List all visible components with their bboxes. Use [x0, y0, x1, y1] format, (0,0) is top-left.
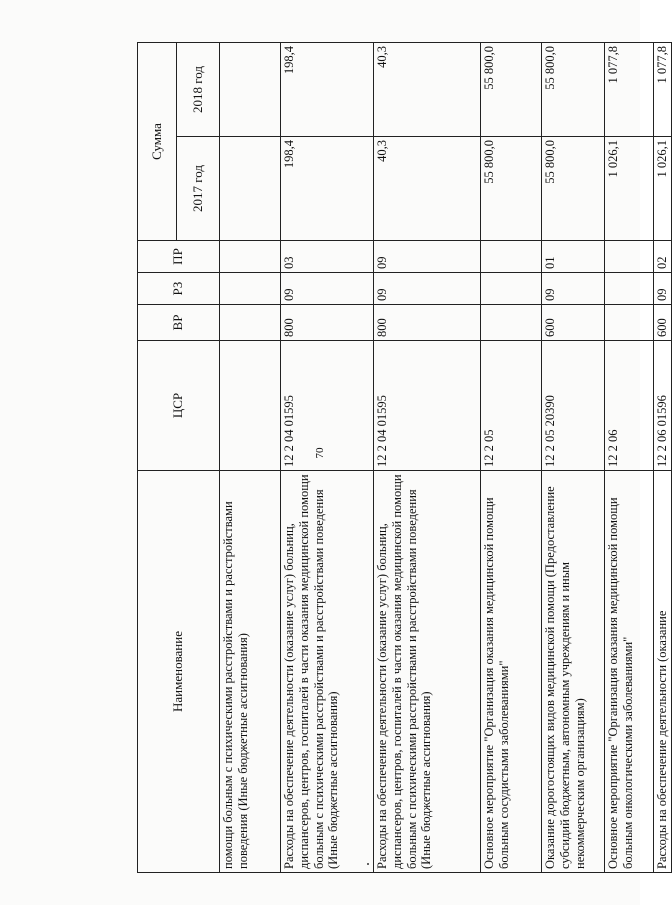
- budget-table: [137, 42, 672, 873]
- cell-sum-2017: [220, 137, 281, 241]
- rotated-table-container: [137, 43, 669, 873]
- cell-sum-2018: 1 077,8: [605, 43, 654, 137]
- cell-pr: [220, 241, 281, 273]
- cell-name: Расходы на обеспечение деятельности (оказание услуг) больниц, диспансеров, центров, госпиталей в части оказания медицинской помощи больным с психическими расстройствами и расстройствами поведения (Иные бюджетные ассигнования): [374, 471, 481, 873]
- cell-vr: [220, 305, 281, 341]
- cell-rz: 09: [281, 273, 374, 305]
- cell-pr: 02: [654, 241, 672, 273]
- cell-sum-2018: 55 800,0: [481, 43, 542, 137]
- cell-csr: 12 2 05 20390: [542, 341, 605, 471]
- cell-pr: 03: [281, 241, 374, 273]
- cell-vr: 600: [654, 305, 672, 341]
- cell-csr: 12 2 04 01595: [281, 341, 374, 471]
- table-row: [220, 43, 281, 873]
- cell-pr: [481, 241, 542, 273]
- cell-sum-2018: 1 077,8: [654, 43, 672, 137]
- cell-vr: 600: [542, 305, 605, 341]
- cell-vr: [605, 305, 654, 341]
- table-row: [481, 43, 542, 873]
- cell-rz: [605, 273, 654, 305]
- cell-csr: 12 2 06 01596: [654, 341, 672, 471]
- cell-sum-2017: 198,4: [281, 137, 374, 241]
- cell-vr: 800: [281, 305, 374, 341]
- header-pr: ПР: [138, 241, 220, 273]
- cell-name: Основное мероприятие "Организация оказания медицинской помощи больным сосудистыми заболеваниями": [481, 471, 542, 873]
- header-vr: ВР: [138, 305, 220, 341]
- cell-rz: 09: [654, 273, 672, 305]
- header-sum: Сумма: [138, 43, 177, 241]
- cell-rz: [220, 273, 281, 305]
- cell-sum-2018: 198,4: [281, 43, 374, 137]
- table-row: [374, 43, 481, 873]
- table-row: [542, 43, 605, 873]
- cell-name: Расходы на обеспечение деятельности (оказание услуг) больниц, диспансеров, центров, госпиталей в части оказания медицинской помощи больным с психическими расстройствами и расстройствами поведения (Иные бюджетные ассигнования): [281, 471, 374, 873]
- table-row: [654, 43, 672, 873]
- cell-name: Основное мероприятие "Организация оказания медицинской помощи больным онкологическими заболеваниями": [605, 471, 654, 873]
- cell-vr: [481, 305, 542, 341]
- cell-csr: 12 2 04 01595: [374, 341, 481, 471]
- page-number: 70: [314, 447, 326, 459]
- cell-sum-2017: 55 800,0: [542, 137, 605, 241]
- cell-name: Оказание дорогостоящих видов медицинской помощи (Предоставление субсидий бюджетным, автономным учреждениям и иным некоммерческим организациям): [542, 471, 605, 873]
- cell-sum-2018: [220, 43, 281, 137]
- header-2017: 2017 год: [177, 137, 220, 241]
- cell-vr: 800: [374, 305, 481, 341]
- cell-sum-2017: 1 026,1: [654, 137, 672, 241]
- cell-pr: 01: [542, 241, 605, 273]
- cell-sum-2018: 40,3: [374, 43, 481, 137]
- cell-csr: [220, 341, 281, 471]
- cell-pr: [605, 241, 654, 273]
- cell-name: помощи больным с психическими расстройствами и расстройствами поведения (Иные бюджетные ассигнования): [220, 471, 281, 873]
- header-2018: 2018 год: [177, 43, 220, 137]
- header-csr: ЦСР: [138, 341, 220, 471]
- header-name: Наименование: [138, 471, 220, 873]
- header-rz: РЗ: [138, 273, 220, 305]
- cell-pr: 09: [374, 241, 481, 273]
- cell-csr: 12 2 06: [605, 341, 654, 471]
- cell-csr: 12 2 05: [481, 341, 542, 471]
- cell-rz: [481, 273, 542, 305]
- cell-sum-2017: 55 800,0: [481, 137, 542, 241]
- cell-sum-2017: 40,3: [374, 137, 481, 241]
- table-row: [281, 43, 374, 873]
- cell-rz: 09: [374, 273, 481, 305]
- cell-sum-2017: 1 026,1: [605, 137, 654, 241]
- header-row: [138, 43, 177, 873]
- cell-name: Расходы на обеспечение деятельности (оказание: [654, 471, 672, 873]
- table-row: [605, 43, 654, 873]
- cell-sum-2018: 55 800,0: [542, 43, 605, 137]
- cell-rz: 09: [542, 273, 605, 305]
